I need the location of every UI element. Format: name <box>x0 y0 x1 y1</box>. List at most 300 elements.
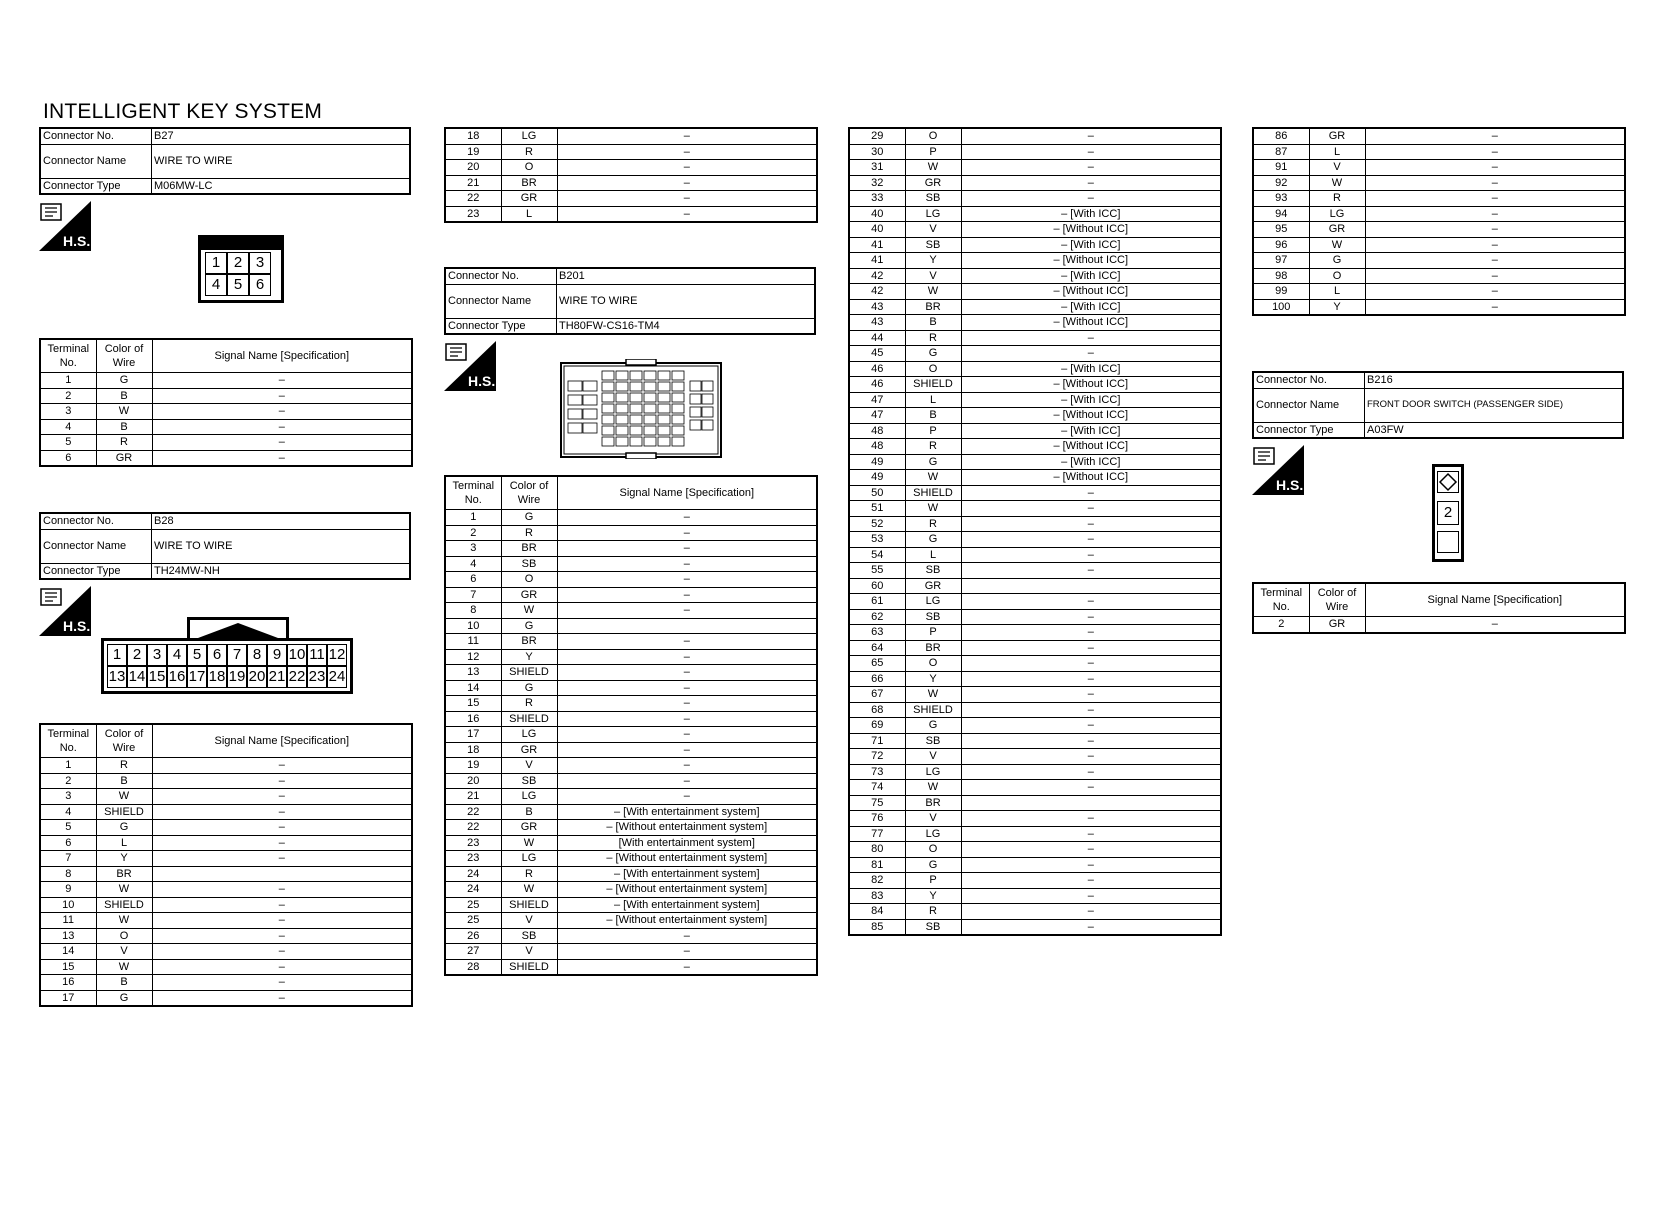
terminal-no-cell: 72 <box>849 749 905 765</box>
connector-b216 <box>1252 371 1624 521</box>
wire-color-cell: G <box>96 820 152 836</box>
table-row <box>849 284 1221 300</box>
wire-color-cell: W <box>96 882 152 898</box>
terminal-no-cell: 53 <box>849 532 905 548</box>
wire-color-cell: O <box>905 128 961 144</box>
wire-color-cell: BR <box>905 640 961 656</box>
table-row <box>445 191 817 207</box>
terminal-no-cell: 76 <box>849 811 905 827</box>
color-of-wire-header: Color of Wire <box>501 476 557 510</box>
table-row <box>1253 299 1625 315</box>
pin-label: 3 <box>249 252 271 274</box>
signal-name-cell: – <box>961 346 1221 362</box>
wire-color-cell: W <box>905 284 961 300</box>
signal-name-cell: – <box>961 904 1221 920</box>
connector-info-table <box>1252 371 1624 439</box>
wire-color-cell: LG <box>905 594 961 610</box>
terminal-no-cell: 94 <box>1253 206 1309 222</box>
terminal-no-cell: 1 <box>40 758 96 774</box>
wire-color-cell: G <box>905 857 961 873</box>
wire-color-cell: L <box>501 206 557 222</box>
terminal-no-cell: 14 <box>445 680 501 696</box>
signal-name-cell: – [With ICC] <box>961 454 1221 470</box>
wire-color-cell: GR <box>905 175 961 191</box>
terminal-no-cell: 27 <box>445 944 501 960</box>
wire-color-cell: R <box>501 866 557 882</box>
terminal-no-cell: 16 <box>445 711 501 727</box>
signal-name-cell: – [With ICC] <box>961 361 1221 377</box>
signal-name-cell: – <box>961 749 1221 765</box>
terminal-no-header: Terminal No. <box>445 476 501 510</box>
wire-color-cell: L <box>1309 284 1365 300</box>
terminal-no-cell: 47 <box>849 392 905 408</box>
signal-name-cell: – <box>557 144 817 160</box>
terminal-no-cell: 7 <box>40 851 96 867</box>
table-row <box>40 944 412 960</box>
terminal-no-header: Terminal No. <box>1253 583 1309 617</box>
wire-color-cell: LG <box>905 764 961 780</box>
signal-name-cell: – <box>961 609 1221 625</box>
pin-label: 11 <box>307 644 327 666</box>
connector-name-label: Connector Name <box>1253 388 1365 422</box>
table-row <box>445 944 817 960</box>
terminal-no-cell: 17 <box>40 990 96 1006</box>
signal-name-cell: – <box>961 144 1221 160</box>
signal-name-header: Signal Name [Specification] <box>557 476 817 510</box>
signal-name-cell: – <box>557 696 817 712</box>
table-row <box>445 680 817 696</box>
signal-name-cell: – <box>961 687 1221 703</box>
wire-color-cell: P <box>905 873 961 889</box>
table-row <box>1253 128 1625 144</box>
table-row <box>40 373 412 389</box>
table-row <box>40 928 412 944</box>
terminal-no-cell: 46 <box>849 361 905 377</box>
connector-no-label: Connector No. <box>40 128 152 144</box>
signal-name-cell: – <box>557 758 817 774</box>
table-row <box>849 873 1221 889</box>
wire-color-cell: R <box>501 696 557 712</box>
table-row <box>849 299 1221 315</box>
table-row <box>40 804 412 820</box>
terminal-no-cell: 12 <box>445 649 501 665</box>
terminal-no-cell: 6 <box>40 450 96 466</box>
wire-color-cell: SB <box>501 928 557 944</box>
wire-color-cell: G <box>1309 253 1365 269</box>
table-row <box>849 128 1221 144</box>
table-row <box>445 144 817 160</box>
wire-color-cell: V <box>501 913 557 929</box>
page-title: INTELLIGENT KEY SYSTEM <box>43 100 323 123</box>
signal-name-cell: – <box>961 485 1221 501</box>
signal-name-cell: – <box>961 175 1221 191</box>
table-row <box>849 191 1221 207</box>
table-row <box>849 733 1221 749</box>
terminal-no-cell: 93 <box>1253 191 1309 207</box>
wire-color-cell: LG <box>905 826 961 842</box>
signal-name-cell: – <box>961 780 1221 796</box>
signal-name-cell: – <box>961 842 1221 858</box>
connector-no-value: B201 <box>557 268 816 284</box>
wire-color-cell: GR <box>905 578 961 594</box>
color-of-wire-header: Color of Wire <box>96 339 152 373</box>
signal-name-cell: – <box>557 603 817 619</box>
signal-name-cell: [With entertainment system] <box>557 835 817 851</box>
table-row <box>40 773 412 789</box>
table-row <box>40 758 412 774</box>
signal-name-cell: – <box>961 733 1221 749</box>
wire-color-cell: GR <box>501 191 557 207</box>
signal-name-cell: – [Without ICC] <box>961 284 1221 300</box>
connector-no-value: B28 <box>152 513 411 529</box>
terminal-no-cell: 24 <box>445 882 501 898</box>
terminal-no-header: Terminal No. <box>40 339 96 373</box>
terminal-no-cell: 2 <box>40 388 96 404</box>
color-of-wire-header: Color of Wire <box>96 724 152 758</box>
connector-info-table <box>444 267 816 335</box>
table-row <box>445 928 817 944</box>
terminal-no-cell: 14 <box>40 944 96 960</box>
terminal-no-cell: 5 <box>40 435 96 451</box>
terminal-no-header: Terminal No. <box>40 724 96 758</box>
terminal-no-cell: 73 <box>849 764 905 780</box>
pin-label: 6 <box>249 274 271 296</box>
wire-color-cell: B <box>905 315 961 331</box>
wire-color-cell: R <box>501 525 557 541</box>
signal-name-cell: – <box>557 928 817 944</box>
table-row <box>40 897 412 913</box>
terminal-no-cell: 16 <box>40 975 96 991</box>
signal-name-cell: – <box>1365 237 1625 253</box>
svg-text:H.S.: H.S. <box>468 373 496 389</box>
wire-color-cell: O <box>501 572 557 588</box>
table-row <box>849 237 1221 253</box>
table-row <box>445 206 817 222</box>
table-row <box>849 408 1221 424</box>
table-row <box>849 144 1221 160</box>
wire-color-cell: W <box>905 501 961 517</box>
table-row <box>849 888 1221 904</box>
table-row <box>40 975 412 991</box>
connector-name-label: Connector Name <box>40 144 152 178</box>
terminal-no-cell: 84 <box>849 904 905 920</box>
table-row <box>445 587 817 603</box>
wire-color-cell: V <box>905 268 961 284</box>
signal-name-cell: – <box>1365 253 1625 269</box>
signal-name-cell: – <box>557 711 817 727</box>
signal-name-cell: – <box>1365 206 1625 222</box>
wire-color-cell: P <box>905 625 961 641</box>
table-row <box>445 758 817 774</box>
terminal-no-cell: 60 <box>849 578 905 594</box>
wire-color-cell: W <box>96 789 152 805</box>
signal-name-cell: – [Without entertainment system] <box>557 820 817 836</box>
wire-color-cell: R <box>96 435 152 451</box>
harness-side-icon <box>39 201 91 251</box>
connector-type-value: TH80FW-CS16-TM4 <box>557 318 816 334</box>
signal-name-cell: – <box>557 525 817 541</box>
table-row <box>1253 222 1625 238</box>
connector-b27 <box>39 127 411 293</box>
connector-no-value: B216 <box>1365 372 1624 388</box>
terminal-no-cell: 44 <box>849 330 905 346</box>
signal-name-cell: – <box>557 665 817 681</box>
table-row <box>849 563 1221 579</box>
wire-color-cell: R <box>905 439 961 455</box>
signal-name-cell: – [Without ICC] <box>961 470 1221 486</box>
terminal-no-cell: 6 <box>445 572 501 588</box>
wire-color-cell: V <box>905 749 961 765</box>
pin-label: 3 <box>147 644 167 666</box>
signal-name-cell: – <box>1365 144 1625 160</box>
pin-label: 5 <box>187 644 207 666</box>
wire-color-cell: GR <box>96 450 152 466</box>
wire-color-cell: Y <box>905 253 961 269</box>
connector-type-label: Connector Type <box>40 178 152 194</box>
table-header <box>1253 583 1625 617</box>
signal-name-cell: – <box>961 857 1221 873</box>
terminal-no-cell: 19 <box>445 144 501 160</box>
signal-name-cell: – <box>152 789 412 805</box>
table-header <box>445 476 817 510</box>
signal-name-cell: – <box>557 128 817 144</box>
table-row <box>849 718 1221 734</box>
wire-color-cell: V <box>905 222 961 238</box>
wire-color-cell: W <box>501 835 557 851</box>
signal-name-cell: – <box>152 959 412 975</box>
wire-color-cell: R <box>905 330 961 346</box>
table-row <box>40 959 412 975</box>
pin-table-b27 <box>39 338 413 467</box>
signal-name-cell: – <box>557 680 817 696</box>
wire-color-cell: L <box>905 392 961 408</box>
terminal-no-cell: 25 <box>445 913 501 929</box>
wire-color-cell: G <box>905 346 961 362</box>
terminal-no-cell: 30 <box>849 144 905 160</box>
signal-name-cell: – <box>152 773 412 789</box>
wire-color-cell: V <box>905 811 961 827</box>
connector-name-value: WIRE TO WIRE <box>152 529 411 563</box>
terminal-no-cell: 80 <box>849 842 905 858</box>
terminal-no-cell: 22 <box>445 191 501 207</box>
wire-color-cell: G <box>96 373 152 389</box>
table-header <box>40 724 412 758</box>
wire-color-cell: SHIELD <box>905 702 961 718</box>
signal-name-cell: – <box>557 160 817 176</box>
terminal-no-cell: 4 <box>445 556 501 572</box>
wire-color-cell: GR <box>501 742 557 758</box>
signal-name-cell: – <box>961 702 1221 718</box>
signal-name-cell: – <box>961 826 1221 842</box>
signal-name-cell: – <box>152 897 412 913</box>
signal-name-cell: – <box>557 541 817 557</box>
terminal-no-cell: 2 <box>40 773 96 789</box>
wire-color-cell: O <box>501 160 557 176</box>
wire-color-cell: SHIELD <box>905 485 961 501</box>
signal-name-cell: – [With ICC] <box>961 392 1221 408</box>
wire-color-cell: W <box>501 603 557 619</box>
signal-name-cell: – <box>961 532 1221 548</box>
table-row <box>445 510 817 526</box>
signal-name-cell <box>961 795 1221 811</box>
pin-label: 2 <box>127 644 147 666</box>
terminal-no-cell: 55 <box>849 563 905 579</box>
signal-name-cell: – <box>961 671 1221 687</box>
terminal-no-cell: 18 <box>445 742 501 758</box>
table-row <box>849 578 1221 594</box>
signal-name-cell: – <box>961 919 1221 935</box>
signal-name-cell: – <box>557 742 817 758</box>
table-row <box>849 826 1221 842</box>
table-row <box>849 532 1221 548</box>
pin-label: 15 <box>147 666 167 688</box>
table-row <box>445 618 817 634</box>
terminal-no-cell: 21 <box>445 789 501 805</box>
pin-label: 19 <box>227 666 247 688</box>
wire-color-cell: R <box>905 516 961 532</box>
terminal-no-cell: 23 <box>445 206 501 222</box>
terminal-no-cell: 97 <box>1253 253 1309 269</box>
terminal-no-cell: 10 <box>445 618 501 634</box>
terminal-no-cell: 23 <box>445 851 501 867</box>
table-row <box>849 656 1221 672</box>
signal-name-cell: – <box>152 820 412 836</box>
signal-name-cell: – <box>152 804 412 820</box>
table-row <box>445 556 817 572</box>
signal-name-cell: – [Without ICC] <box>961 439 1221 455</box>
terminal-no-cell: 4 <box>40 419 96 435</box>
table-row <box>849 377 1221 393</box>
table-row <box>849 361 1221 377</box>
signal-name-cell: – <box>152 419 412 435</box>
pin-label: 1 <box>205 252 227 274</box>
terminal-no-cell: 29 <box>849 128 905 144</box>
pin-label: 6 <box>207 644 227 666</box>
signal-name-cell: – <box>152 851 412 867</box>
wire-color-cell: P <box>905 423 961 439</box>
pin-label: 13 <box>107 666 127 688</box>
table-row <box>849 780 1221 796</box>
wire-color-cell: LG <box>501 128 557 144</box>
wire-color-cell: SB <box>905 919 961 935</box>
signal-name-cell: – <box>961 656 1221 672</box>
terminal-no-cell: 98 <box>1253 268 1309 284</box>
table-row <box>1253 268 1625 284</box>
table-row <box>849 811 1221 827</box>
signal-name-header: Signal Name [Specification] <box>152 724 412 758</box>
connector-face-b201 <box>560 359 722 464</box>
signal-name-cell: – <box>961 501 1221 517</box>
table-row <box>40 435 412 451</box>
table-row <box>445 572 817 588</box>
signal-name-cell: – <box>961 640 1221 656</box>
signal-name-cell: – [With ICC] <box>961 206 1221 222</box>
terminal-no-cell: 45 <box>849 346 905 362</box>
pin-table-b201 <box>444 475 818 976</box>
table-row <box>849 671 1221 687</box>
terminal-no-cell: 49 <box>849 454 905 470</box>
terminal-no-cell: 99 <box>1253 284 1309 300</box>
wire-color-cell: R <box>1309 191 1365 207</box>
terminal-no-cell: 33 <box>849 191 905 207</box>
signal-name-cell: – [Without entertainment system] <box>557 851 817 867</box>
harness-side-icon <box>444 341 496 391</box>
wire-color-cell: W <box>905 687 961 703</box>
table-row <box>1253 284 1625 300</box>
connector-name-label: Connector Name <box>40 529 152 563</box>
pin-table-continued <box>848 127 1222 936</box>
table-row <box>849 253 1221 269</box>
wire-color-cell: BR <box>501 175 557 191</box>
signal-name-cell: – <box>152 835 412 851</box>
wire-color-cell: B <box>96 419 152 435</box>
connector-type-label: Connector Type <box>445 318 557 334</box>
table-row <box>849 454 1221 470</box>
terminal-no-cell: 3 <box>445 541 501 557</box>
terminal-no-cell: 65 <box>849 656 905 672</box>
wire-color-cell: GR <box>1309 128 1365 144</box>
table-row <box>445 525 817 541</box>
signal-name-cell: – <box>961 128 1221 144</box>
pin-grid <box>101 638 353 694</box>
harness-side-icon <box>1252 445 1304 495</box>
terminal-no-cell: 4 <box>40 804 96 820</box>
table-row <box>40 851 412 867</box>
terminal-no-cell: 43 <box>849 315 905 331</box>
terminal-no-cell: 15 <box>40 959 96 975</box>
table-row <box>849 702 1221 718</box>
wire-color-cell: Y <box>905 671 961 687</box>
table-row <box>445 851 817 867</box>
terminal-no-cell: 24 <box>445 866 501 882</box>
terminal-no-cell: 20 <box>445 773 501 789</box>
table-row <box>1253 175 1625 191</box>
signal-name-cell <box>152 866 412 882</box>
signal-name-cell: – [With ICC] <box>961 423 1221 439</box>
wire-color-cell: SB <box>501 773 557 789</box>
table-row <box>849 764 1221 780</box>
wire-color-cell: Y <box>501 649 557 665</box>
wire-color-cell: G <box>96 990 152 1006</box>
terminal-no-cell: 22 <box>445 820 501 836</box>
connector-face-b216 <box>1432 464 1464 562</box>
wire-color-cell: O <box>96 928 152 944</box>
signal-name-cell: – <box>557 649 817 665</box>
terminal-no-cell: 42 <box>849 284 905 300</box>
table-row <box>445 882 817 898</box>
wire-color-cell: GR <box>501 587 557 603</box>
terminal-no-cell: 6 <box>40 835 96 851</box>
signal-name-cell: – <box>961 547 1221 563</box>
wire-color-cell: O <box>905 842 961 858</box>
connector-type-value: M06MW-LC <box>152 178 411 194</box>
terminal-no-cell: 9 <box>40 882 96 898</box>
table-row <box>445 820 817 836</box>
wire-color-cell: V <box>501 944 557 960</box>
pin-label: 10 <box>287 644 307 666</box>
wire-color-cell: B <box>905 408 961 424</box>
table-row <box>849 268 1221 284</box>
terminal-no-cell: 96 <box>1253 237 1309 253</box>
connector-b201 <box>444 267 816 391</box>
signal-name-cell: – <box>152 388 412 404</box>
connector-info-table <box>39 127 411 195</box>
pin-label: 22 <box>287 666 307 688</box>
signal-name-cell: – <box>1365 222 1625 238</box>
signal-name-cell: – <box>961 516 1221 532</box>
table-row <box>40 990 412 1006</box>
signal-name-cell: – [Without ICC] <box>961 377 1221 393</box>
